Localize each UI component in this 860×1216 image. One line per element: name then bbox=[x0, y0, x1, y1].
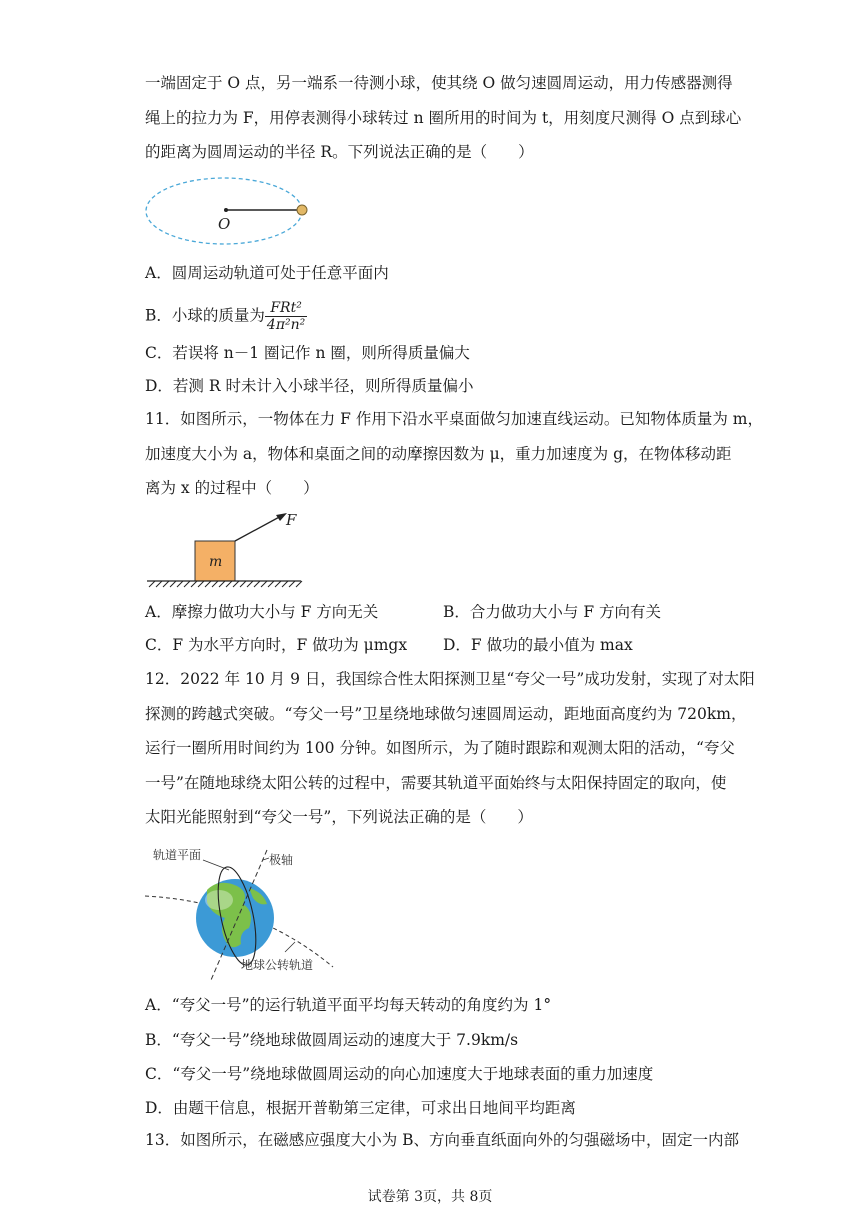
q10-option-b bbox=[145, 300, 307, 333]
q11-stem-line-3: 离为 x 的过程中（ ） bbox=[145, 479, 319, 497]
q12-stem-line-3: 运行一圈所用时间约为 100 分钟。如图所示，为了随时跟踪和观测太阳的活动，“夸父 bbox=[145, 739, 735, 757]
q12-option-b: B．“夸父一号”绕地球做圆周运动的速度大于 7.9km/s bbox=[145, 1031, 519, 1049]
q11-option-b: B．合力做功大小与 F 方向有关 bbox=[443, 603, 661, 621]
q11-force-line bbox=[235, 515, 283, 541]
q12-stem-line-5: 太阳光能照射到“夸父一号”，下列说法正确的是（ ） bbox=[145, 808, 533, 826]
q11-stem-line-2: 加速度大小为 a，物体和桌面之间的动摩擦因数为 μ，重力加速度为 g，在物体移动距 bbox=[145, 445, 732, 463]
q10-option-b-prefix: B．小球的质量为 bbox=[145, 306, 265, 325]
q10-option-b-denominator: 4π²n² bbox=[266, 317, 306, 333]
q10-stem-line-2: 绳上的拉力为 F，用停表测得小球转过 n 圈所用的时间为 t，用刻度尺测得 O 点到球心 bbox=[145, 109, 742, 127]
q11-option-d: D．F 做功的最小值为 max bbox=[443, 636, 633, 654]
q11-option-a: A．摩擦力做功大小与 F 方向无关 bbox=[145, 603, 379, 621]
q10-option-d: D．若测 R 时未计入小球半径，则所得质量偏小 bbox=[145, 377, 474, 395]
q12-leader-earth-orbit bbox=[285, 942, 295, 952]
q11-stem-line-1: 11．如图所示，一物体在力 F 作用下沿水平桌面做匀加速直线运动。已知物体质量为 m， bbox=[145, 410, 763, 428]
q12-option-d: D．由题干信息，根据开普勒第三定律，可求出日地间平均距离 bbox=[145, 1099, 576, 1117]
q11-label-F: F bbox=[286, 511, 297, 529]
q12-option-c: C．“夸父一号”绕地球做圆周运动的向心加速度大于地球表面的重力加速度 bbox=[145, 1065, 654, 1083]
q12-leader-orbit-plane bbox=[203, 860, 229, 870]
q10-ball bbox=[297, 205, 307, 215]
q10-option-b-numerator: FRt² bbox=[265, 300, 307, 317]
q12-label-orbit-plane: 轨道平面 bbox=[153, 848, 202, 862]
q10-option-a: A．圆周运动轨道可处于任意平面内 bbox=[145, 264, 389, 282]
q12-label-polar-axis: 极轴 bbox=[269, 853, 294, 867]
q11-option-c: C．F 为水平方向时，F 做功为 μmgx bbox=[145, 636, 408, 654]
q12-label-earth-orbit: 地球公转轨道 bbox=[241, 958, 314, 972]
q12-stem-line-2: 探测的跨越式突破。“夸父一号”卫星绕地球做匀速圆周运动，距地面高度约为 720km， bbox=[145, 705, 747, 723]
q11-label-m: m bbox=[209, 554, 223, 570]
q10-orbit-ellipse bbox=[146, 178, 302, 244]
q10-option-b-fraction bbox=[265, 300, 307, 333]
q10-option-c: C．若误将 n－1 圈记作 n 圈，则所得质量偏大 bbox=[145, 344, 470, 362]
page-footer: 试卷第 3页，共 8页 bbox=[367, 1189, 493, 1205]
q10-label-O: O bbox=[218, 215, 231, 233]
q11-ground-hatch bbox=[149, 581, 302, 587]
q10-stem-line-3: 的距离为圆周运动的半径 R。下列说法正确的是（ ） bbox=[145, 143, 534, 161]
q12-option-a: A．“夸父一号”的运行轨道平面平均每天转动的角度约为 1° bbox=[145, 996, 552, 1014]
q10-circular-motion-figure bbox=[140, 175, 310, 245]
q12-stem-line-4: 一号”在随地球绕太阳公转的过程中，需要其轨道平面始终与太阳保持固定的取向，使 bbox=[145, 774, 727, 792]
q11-block-force-figure bbox=[145, 505, 310, 590]
q10-stem-line-1: 一端固定于 O 点，另一端系一待测小球，使其绕 O 做匀速圆周运动，用力传感器测得 bbox=[145, 74, 733, 92]
q13-stem-line-1: 13．如图所示，在磁感应强度大小为 B、方向垂直纸面向外的匀强磁场中，固定一内部 bbox=[145, 1131, 740, 1149]
q12-stem-line-1: 12．2022 年 10 月 9 日，我国综合性太阳探测卫星“夸父一号”成功发射，实现了对太阳 bbox=[145, 670, 755, 688]
q12-earth-figure bbox=[145, 842, 345, 982]
